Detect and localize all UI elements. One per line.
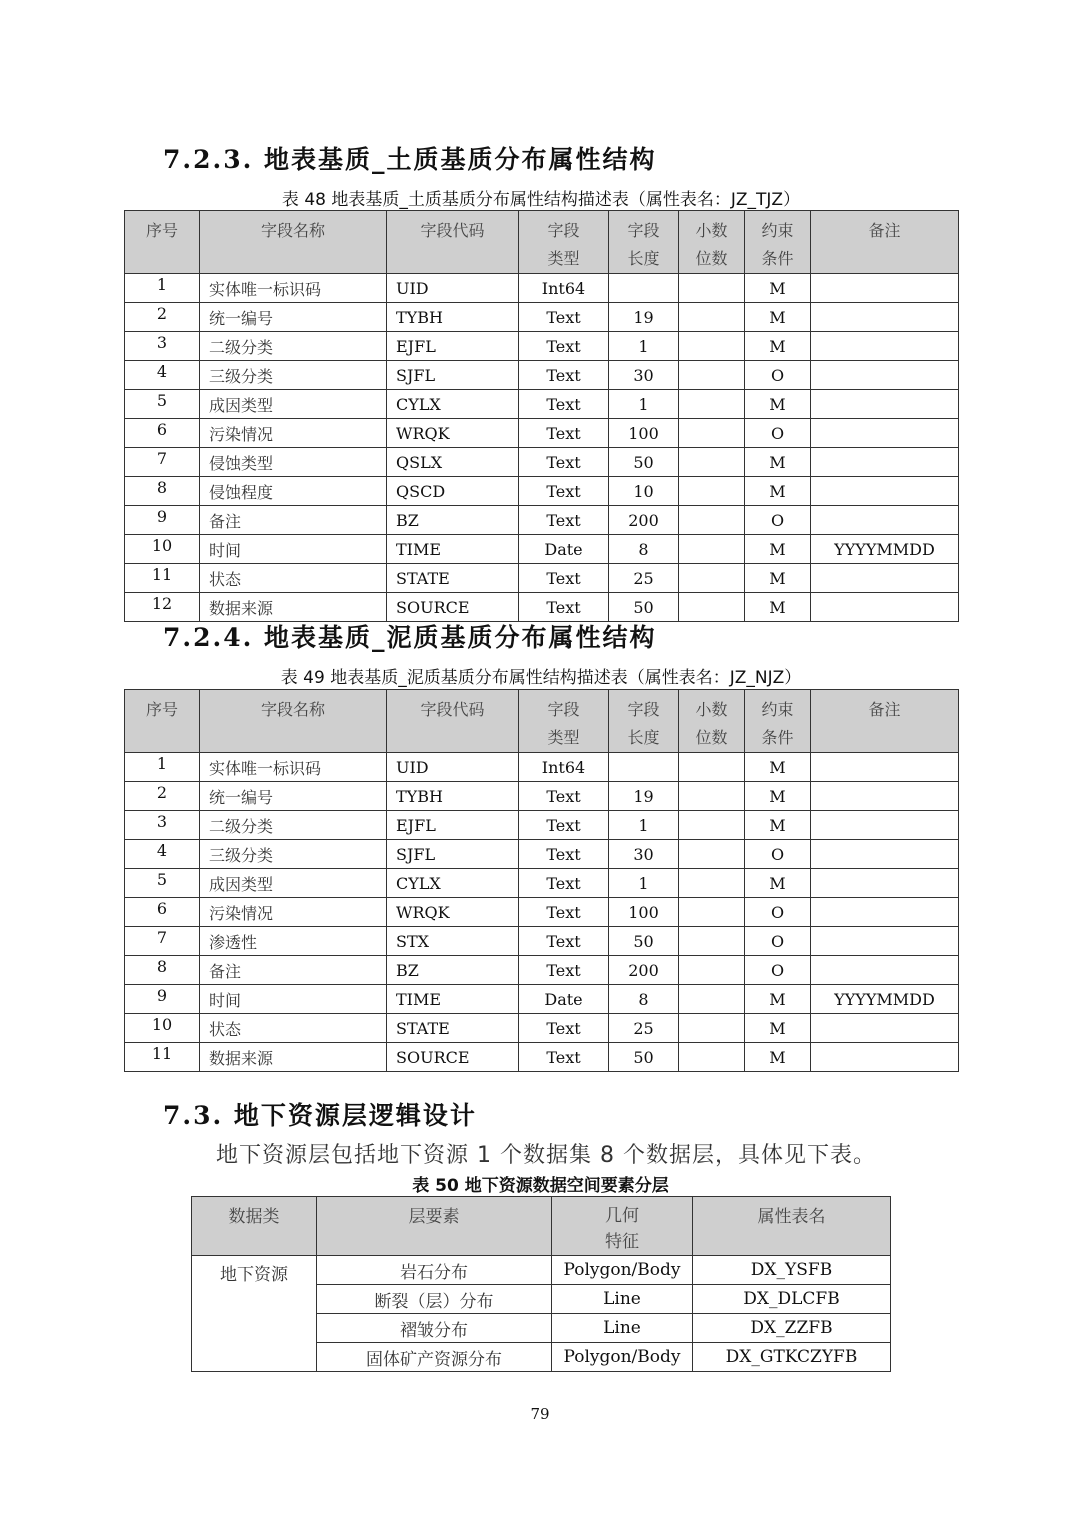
table-row <box>125 956 959 985</box>
header-category: 数据类 <box>192 1197 317 1256</box>
header-decimals: 小数 位数 <box>679 690 745 753</box>
field-type: Int64 <box>519 274 609 303</box>
field-code: STATE <box>387 564 519 593</box>
field-note <box>811 840 959 869</box>
table-row <box>125 448 959 477</box>
table-row <box>125 332 959 361</box>
field-name: 三级分类 <box>200 361 387 390</box>
field-type: Text <box>519 1014 609 1043</box>
field-decimals <box>679 753 745 782</box>
attribute-table-name: DX_GTKCZYFB <box>693 1343 891 1372</box>
field-code: QSCD <box>387 477 519 506</box>
field-constraint: M <box>745 1014 811 1043</box>
field-constraint: M <box>745 782 811 811</box>
field-length <box>609 274 679 303</box>
table-row <box>125 898 959 927</box>
field-note <box>811 1043 959 1072</box>
table-49-body <box>125 753 959 1072</box>
field-type: Text <box>519 927 609 956</box>
field-constraint: M <box>745 564 811 593</box>
attribute-table-name: DX_ZZFB <box>693 1314 891 1343</box>
field-length: 8 <box>609 985 679 1014</box>
field-type: Text <box>519 593 609 622</box>
table-row <box>125 985 959 1014</box>
field-note: YYYYMMDD <box>811 985 959 1014</box>
field-decimals <box>679 985 745 1014</box>
field-type: Int64 <box>519 753 609 782</box>
field-decimals <box>679 506 745 535</box>
field-decimals <box>679 332 745 361</box>
row-index: 11 <box>125 1043 200 1072</box>
table-row <box>125 840 959 869</box>
field-decimals <box>679 448 745 477</box>
field-name: 备注 <box>200 956 387 985</box>
field-name: 二级分类 <box>200 332 387 361</box>
field-name: 侵蚀程度 <box>200 477 387 506</box>
field-type: Text <box>519 477 609 506</box>
field-code: BZ <box>387 506 519 535</box>
table-48-header <box>125 211 959 274</box>
field-note: YYYYMMDD <box>811 535 959 564</box>
field-length: 200 <box>609 506 679 535</box>
row-index: 11 <box>125 564 200 593</box>
field-code: SJFL <box>387 361 519 390</box>
field-code: BZ <box>387 956 519 985</box>
field-length: 25 <box>609 1014 679 1043</box>
field-decimals <box>679 390 745 419</box>
field-constraint: M <box>745 1043 811 1072</box>
field-note <box>811 782 959 811</box>
field-length: 19 <box>609 782 679 811</box>
field-decimals <box>679 898 745 927</box>
field-length: 200 <box>609 956 679 985</box>
field-constraint: M <box>745 332 811 361</box>
field-constraint: O <box>745 898 811 927</box>
header-decimals: 小数 位数 <box>679 211 745 274</box>
header-type: 字段 类型 <box>519 211 609 274</box>
geometry-type: Line <box>552 1285 693 1314</box>
field-length: 1 <box>609 811 679 840</box>
table-row <box>125 274 959 303</box>
field-type: Text <box>519 390 609 419</box>
field-type: Text <box>519 448 609 477</box>
field-note <box>811 898 959 927</box>
field-code: SOURCE <box>387 1043 519 1072</box>
field-code: SJFL <box>387 840 519 869</box>
field-note <box>811 564 959 593</box>
field-note <box>811 956 959 985</box>
field-decimals <box>679 1043 745 1072</box>
header-length: 字段 长度 <box>609 690 679 753</box>
field-length: 8 <box>609 535 679 564</box>
field-type: Text <box>519 898 609 927</box>
field-code: UID <box>387 274 519 303</box>
field-code: UID <box>387 753 519 782</box>
field-note <box>811 303 959 332</box>
field-constraint: M <box>745 303 811 332</box>
field-length: 1 <box>609 869 679 898</box>
field-length: 50 <box>609 927 679 956</box>
field-code: STATE <box>387 1014 519 1043</box>
field-decimals <box>679 535 745 564</box>
field-constraint: M <box>745 869 811 898</box>
field-type: Date <box>519 535 609 564</box>
table-50-caption: 表 50 地下资源数据空间要素分层 <box>412 1176 669 1196</box>
field-name: 成因类型 <box>200 390 387 419</box>
field-decimals <box>679 477 745 506</box>
layer-element: 断裂（层）分布 <box>317 1285 552 1314</box>
field-constraint: M <box>745 448 811 477</box>
data-category: 地下资源 <box>192 1256 317 1372</box>
field-decimals <box>679 361 745 390</box>
field-type: Text <box>519 811 609 840</box>
header-idx: 序号 <box>125 211 200 274</box>
field-constraint: O <box>745 419 811 448</box>
header-name: 字段名称 <box>200 690 387 753</box>
field-constraint: M <box>745 593 811 622</box>
table-49-header <box>125 690 959 753</box>
table-row <box>125 927 959 956</box>
field-constraint: M <box>745 535 811 564</box>
field-name: 数据来源 <box>200 1043 387 1072</box>
field-name: 污染情况 <box>200 419 387 448</box>
table-row <box>125 506 959 535</box>
row-index: 4 <box>125 840 200 869</box>
field-name: 实体唯一标识码 <box>200 274 387 303</box>
table-row <box>192 1256 891 1285</box>
field-type: Date <box>519 985 609 1014</box>
field-name: 数据来源 <box>200 593 387 622</box>
field-code: EJFL <box>387 811 519 840</box>
layer-element: 岩石分布 <box>317 1256 552 1285</box>
table-row <box>125 390 959 419</box>
header-name: 字段名称 <box>200 211 387 274</box>
field-type: Text <box>519 869 609 898</box>
header-type: 字段 类型 <box>519 690 609 753</box>
field-length: 50 <box>609 1043 679 1072</box>
field-decimals <box>679 303 745 332</box>
table-50 <box>191 1196 891 1372</box>
geometry-type: Polygon/Body <box>552 1256 693 1285</box>
field-constraint: M <box>745 390 811 419</box>
table-row <box>125 477 959 506</box>
field-decimals <box>679 1014 745 1043</box>
geometry-type: Polygon/Body <box>552 1343 693 1372</box>
attribute-table-name: DX_DLCFB <box>693 1285 891 1314</box>
field-code: EJFL <box>387 332 519 361</box>
row-index: 10 <box>125 535 200 564</box>
field-code: TIME <box>387 535 519 564</box>
field-note <box>811 477 959 506</box>
field-note <box>811 419 959 448</box>
field-name: 三级分类 <box>200 840 387 869</box>
field-note <box>811 506 959 535</box>
field-decimals <box>679 419 745 448</box>
row-index: 8 <box>125 956 200 985</box>
header-idx: 序号 <box>125 690 200 753</box>
table-48-caption: 表 48 地表基质_土质基质分布属性结构描述表（属性表名：JZ_TJZ） <box>281 190 801 210</box>
field-type: Text <box>519 419 609 448</box>
field-decimals <box>679 956 745 985</box>
field-decimals <box>679 274 745 303</box>
table-50-body <box>192 1256 891 1372</box>
row-index: 7 <box>125 448 200 477</box>
field-constraint: O <box>745 361 811 390</box>
field-name: 统一编号 <box>200 303 387 332</box>
page-number: 79 <box>530 1405 550 1423</box>
field-name: 时间 <box>200 985 387 1014</box>
row-index: 7 <box>125 927 200 956</box>
field-type: Text <box>519 506 609 535</box>
field-decimals <box>679 869 745 898</box>
row-index: 10 <box>125 1014 200 1043</box>
header-attr-table: 属性表名 <box>693 1197 891 1256</box>
field-length: 100 <box>609 898 679 927</box>
field-code: TYBH <box>387 782 519 811</box>
field-decimals <box>679 782 745 811</box>
field-name: 统一编号 <box>200 782 387 811</box>
field-name: 实体唯一标识码 <box>200 753 387 782</box>
field-length <box>609 753 679 782</box>
field-decimals <box>679 564 745 593</box>
field-code: CYLX <box>387 869 519 898</box>
field-code: QSLX <box>387 448 519 477</box>
field-decimals <box>679 840 745 869</box>
table-row <box>125 1014 959 1043</box>
field-type: Text <box>519 303 609 332</box>
header-constraint: 约束 条件 <box>745 211 811 274</box>
row-index: 2 <box>125 303 200 332</box>
field-type: Text <box>519 332 609 361</box>
field-length: 25 <box>609 564 679 593</box>
field-code: TYBH <box>387 303 519 332</box>
field-note <box>811 869 959 898</box>
field-note <box>811 390 959 419</box>
table-row <box>125 811 959 840</box>
field-name: 侵蚀类型 <box>200 448 387 477</box>
row-index: 9 <box>125 985 200 1014</box>
field-length: 100 <box>609 419 679 448</box>
row-index: 2 <box>125 782 200 811</box>
row-index: 8 <box>125 477 200 506</box>
field-decimals <box>679 927 745 956</box>
field-constraint: O <box>745 956 811 985</box>
table-49-caption: 表 49 地表基质_泥质基质分布属性结构描述表（属性表名：JZ_NJZ） <box>280 668 802 688</box>
section-heading-7-2-4: 7.2.4. 地表基质_泥质基质分布属性结构 <box>163 623 657 652</box>
field-name: 时间 <box>200 535 387 564</box>
row-index: 6 <box>125 898 200 927</box>
field-length: 1 <box>609 390 679 419</box>
header-constraint: 约束 条件 <box>745 690 811 753</box>
row-index: 12 <box>125 593 200 622</box>
section-heading-7-2-3: 7.2.3. 地表基质_土质基质分布属性结构 <box>163 145 657 174</box>
field-name: 备注 <box>200 506 387 535</box>
field-constraint: M <box>745 753 811 782</box>
table-row <box>125 782 959 811</box>
field-name: 状态 <box>200 564 387 593</box>
field-length: 10 <box>609 477 679 506</box>
field-length: 1 <box>609 332 679 361</box>
table-50-header <box>192 1197 891 1256</box>
field-note <box>811 1014 959 1043</box>
field-constraint: O <box>745 506 811 535</box>
field-name: 成因类型 <box>200 869 387 898</box>
table-row <box>125 869 959 898</box>
field-note <box>811 927 959 956</box>
table-row <box>125 419 959 448</box>
row-index: 3 <box>125 811 200 840</box>
header-length: 字段 长度 <box>609 211 679 274</box>
field-length: 30 <box>609 361 679 390</box>
row-index: 4 <box>125 361 200 390</box>
field-type: Text <box>519 956 609 985</box>
field-length: 50 <box>609 593 679 622</box>
table-row <box>125 1043 959 1072</box>
field-length: 30 <box>609 840 679 869</box>
field-constraint: O <box>745 927 811 956</box>
row-index: 3 <box>125 332 200 361</box>
header-note: 备注 <box>811 690 959 753</box>
field-note <box>811 361 959 390</box>
field-type: Text <box>519 840 609 869</box>
field-note <box>811 811 959 840</box>
field-length: 50 <box>609 448 679 477</box>
field-constraint: M <box>745 811 811 840</box>
field-note <box>811 332 959 361</box>
row-index: 5 <box>125 390 200 419</box>
field-type: Text <box>519 564 609 593</box>
header-code: 字段代码 <box>387 690 519 753</box>
field-code: TIME <box>387 985 519 1014</box>
header-code: 字段代码 <box>387 211 519 274</box>
table-row <box>125 753 959 782</box>
header-geometry: 几何 特征 <box>552 1197 693 1256</box>
field-note <box>811 753 959 782</box>
row-index: 1 <box>125 274 200 303</box>
field-decimals <box>679 811 745 840</box>
field-constraint: M <box>745 274 811 303</box>
header-element: 层要素 <box>317 1197 552 1256</box>
field-constraint: M <box>745 985 811 1014</box>
table-row <box>125 303 959 332</box>
field-note <box>811 448 959 477</box>
row-index: 5 <box>125 869 200 898</box>
row-index: 1 <box>125 753 200 782</box>
field-length: 19 <box>609 303 679 332</box>
row-index: 9 <box>125 506 200 535</box>
field-code: WRQK <box>387 898 519 927</box>
field-name: 状态 <box>200 1014 387 1043</box>
field-name: 污染情况 <box>200 898 387 927</box>
field-type: Text <box>519 1043 609 1072</box>
field-code: WRQK <box>387 419 519 448</box>
field-code: SOURCE <box>387 593 519 622</box>
attribute-table-name: DX_YSFB <box>693 1256 891 1285</box>
geometry-type: Line <box>552 1314 693 1343</box>
field-name: 二级分类 <box>200 811 387 840</box>
section-heading-7-3: 7.3. 地下资源层逻辑设计 <box>163 1101 477 1130</box>
layer-element: 固体矿产资源分布 <box>317 1343 552 1372</box>
field-name: 渗透性 <box>200 927 387 956</box>
field-decimals <box>679 593 745 622</box>
field-constraint: O <box>745 840 811 869</box>
field-note <box>811 274 959 303</box>
field-constraint: M <box>745 477 811 506</box>
table-48 <box>124 210 959 622</box>
field-type: Text <box>519 361 609 390</box>
field-code: CYLX <box>387 390 519 419</box>
row-index: 6 <box>125 419 200 448</box>
field-code: STX <box>387 927 519 956</box>
header-note: 备注 <box>811 211 959 274</box>
table-row <box>125 535 959 564</box>
field-note <box>811 593 959 622</box>
table-row <box>125 361 959 390</box>
layer-element: 褶皱分布 <box>317 1314 552 1343</box>
field-type: Text <box>519 782 609 811</box>
intro-paragraph: 地下资源层包括地下资源 1 个数据集 8 个数据层，具体见下表。 <box>216 1143 876 1168</box>
table-row <box>125 564 959 593</box>
table-49 <box>124 689 959 1072</box>
table-48-body <box>125 274 959 622</box>
